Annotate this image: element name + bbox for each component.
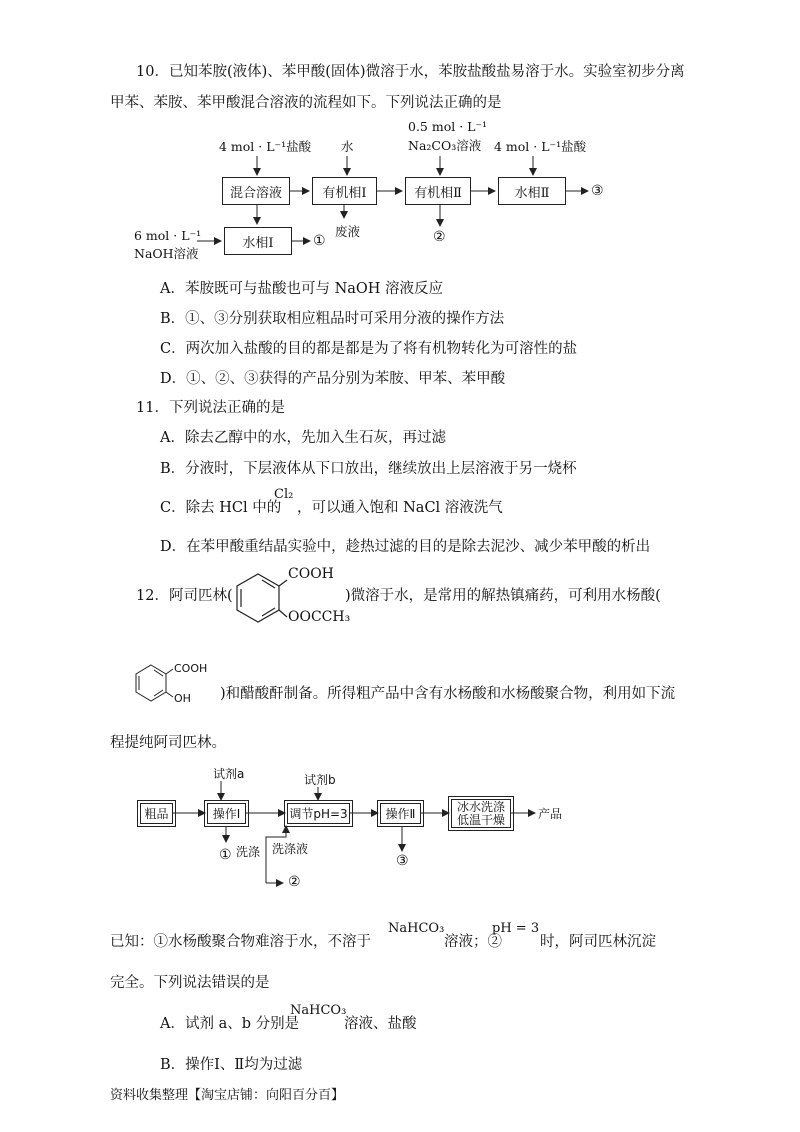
q12-box-operation-2: 操作Ⅱ (380, 803, 421, 824)
page-footer: 资料收集整理【淘宝店铺：向阳百分百】 (110, 1088, 345, 1103)
q12-output-2: ② (288, 874, 301, 890)
q12-box-wash-line1: 冰水洗涤 (456, 799, 505, 814)
q10-box-organic-phase-2: 有机相Ⅱ (405, 177, 471, 205)
q12-known-mid: 溶液；② (444, 934, 502, 950)
q12-stem-post: )微溶于水，是常用的解热镇痛药，可利用水杨酸( (345, 588, 661, 604)
q12-known-line2: 完全。下列说法错误的是 (110, 975, 270, 991)
q12-known-nahco3: NaHCO₃ (388, 921, 445, 936)
q10-box-organic-phase-1: 有机相Ⅰ (312, 177, 377, 205)
q12-box-wash-dry (451, 799, 511, 828)
q10-option-b: B．①、③分别获取相应粗品时可采用分液的操作方法 (160, 311, 505, 327)
q10-waste-liquid: 废液 (335, 224, 361, 239)
q12-output-3: ③ (396, 853, 409, 869)
q12-option-b: B．操作Ⅰ、Ⅱ均为过滤 (160, 1057, 303, 1073)
q11-option-c-pre: C．除去 HCl 中的 (160, 500, 282, 516)
q10-reagent-water: 水 (341, 139, 354, 154)
q10-option-c: C．两次加入盐酸的目的都是都是为了将有机物转化为可溶性的盐 (160, 341, 578, 357)
q12-stem-line2: )和醋酸酐制备。所得粗产品中含有水杨酸和水杨酸聚合物，利用如下流 (220, 686, 676, 702)
q10-reagent-hcl-2: 4 mol · L⁻¹盐酸 (494, 139, 587, 154)
q12-stem-line3: 程提纯阿司匹林。 (110, 735, 226, 751)
q12-box-crude: 粗品 (140, 803, 173, 824)
q11-option-c-post: ，可以通入饱和 NaCl 溶液洗气 (297, 500, 503, 516)
q12-known-ph: pH = 3 (492, 921, 540, 936)
q12-option-a-pre: A．试剂 a、b 分别是 (160, 1016, 300, 1032)
q10-output-2: ② (433, 229, 446, 245)
q11-option-c-cl2: Cl₂ (274, 487, 294, 502)
q10-reagent-naoh: NaOH溶液 (134, 246, 199, 261)
q10-reagent-naoh-conc: 6 mol · L⁻¹ (134, 228, 202, 243)
q10-stem-line1: 10．已知苯胺(液体)、苯甲酸(固体)微溶于水，苯胺盐酸盐易溶于水。实验室初步分离 (136, 64, 685, 80)
q10-option-a: A．苯胺既可与盐酸也可与 NaOH 溶液反应 (160, 281, 444, 297)
q12-box-wash-line2: 低温干燥 (456, 812, 505, 827)
q12-output-1: ① (219, 847, 232, 863)
q12-wash-liquid-label: 洗涤液 (272, 842, 309, 856)
q12-reagent-b: 试剂b (304, 773, 336, 787)
q10-output-3: ③ (591, 183, 604, 199)
q12-option-a-post: 溶液、盐酸 (344, 1016, 417, 1032)
q11-option-d: D．在苯甲酸重结晶实验中，趁热过滤的目的是除去泥沙、减少苯甲酸的析出 (160, 539, 651, 555)
salicylic-oh-label: OH (174, 692, 191, 705)
q10-stem-line2: 甲苯、苯胺、苯甲酸混合溶液的流程如下。下列说法正确的是 (110, 95, 502, 111)
q10-box-water-phase-1: 水相Ⅰ (224, 227, 292, 255)
q12-box-operation-1: 操作Ⅰ (207, 803, 246, 824)
q12-wash-label: 洗涤 (236, 845, 261, 859)
q11-option-a: A．除去乙醇中的水，先加入生石灰，再过滤 (160, 430, 446, 446)
q10-reagent-hcl-1: 4 mol · L⁻¹盐酸 (219, 139, 312, 154)
q12-stem-pre: 12．阿司匹林( (136, 588, 233, 604)
q10-output-1: ① (313, 233, 326, 249)
q11-stem: 11．下列说法正确的是 (136, 400, 285, 416)
q10-reagent-na2co3: Na₂CO₃溶液 (408, 138, 482, 153)
q12-option-a-nahco3: NaHCO₃ (290, 1003, 347, 1018)
aspirin-cooh-label: COOH (288, 566, 334, 582)
q10-box-mixed-solution: 混合溶液 (222, 177, 290, 205)
q11-option-b: B．分液时，下层液体从下口放出，继续放出上层溶液于另一烧杯 (160, 461, 577, 477)
q10-box-water-phase-2: 水相Ⅱ (498, 177, 566, 205)
q12-known-pre: 已知：①水杨酸聚合物难溶于水，不溶于 (110, 934, 371, 950)
salicylic-cooh-label: COOH (174, 662, 208, 675)
q12-product: 产品 (538, 807, 563, 821)
q12-reagent-a: 试剂a (213, 767, 245, 781)
q12-box-adjust-ph: 调节pH=3 (287, 803, 350, 824)
q10-reagent-na2co3-conc: 0.5 mol · L⁻¹ (408, 119, 488, 134)
aspirin-ester-label: OOCCH₃ (288, 609, 351, 625)
q10-option-d: D．①、②、③获得的产品分别为苯胺、甲苯、苯甲酸 (160, 371, 506, 387)
q12-known-post: 时，阿司匹林沉淀 (540, 934, 656, 950)
